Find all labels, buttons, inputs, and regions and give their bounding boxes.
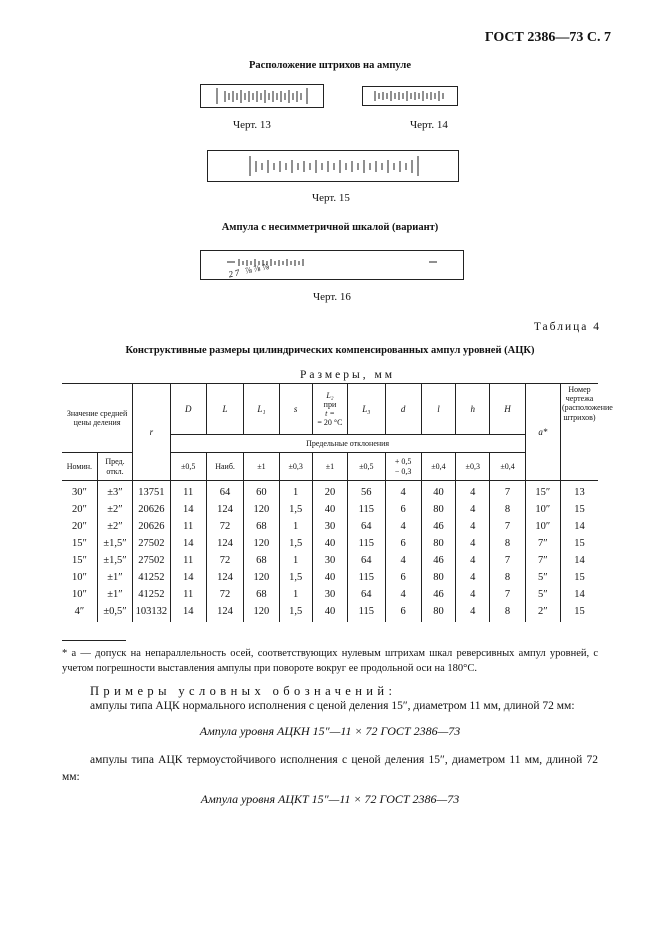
table-cell: 30 [312, 552, 347, 569]
header-nominal: Номин. [62, 453, 97, 481]
example-1-text: ампулы типа АЦК нормального исполнения с ценой деления 15″, диаметром 11 мм, длиной 72 мм: [90, 700, 575, 712]
table-cell: 40 [312, 501, 347, 518]
table-cell: 120 [244, 569, 279, 586]
table-cell: 20 [312, 481, 347, 502]
table-cell: 11 [170, 586, 206, 603]
table-cell: 14 [561, 518, 599, 535]
table-cell: 1,5 [279, 569, 312, 586]
table-cell: 27502 [133, 535, 170, 552]
page-header: ГОСТ 2386—73 С. 7 [484, 30, 611, 45]
figure-16-scale-digits: 27 ⅞⅞⅞ [227, 260, 273, 280]
header-L1: L₁ [244, 384, 279, 435]
table-cell: 7 [490, 552, 525, 569]
table-cell: 30 [312, 586, 347, 603]
table-row [62, 481, 598, 502]
table-cell: 64 [206, 481, 243, 502]
table-cell: 15 [561, 569, 599, 586]
table-row [62, 535, 598, 552]
table-row [62, 518, 598, 535]
table-cell: 14 [561, 552, 599, 569]
table-cell: 68 [244, 518, 279, 535]
tol-h: ±0,3 [456, 453, 490, 481]
table-label: Таблица 4 [533, 321, 601, 333]
table-cell: 4 [385, 586, 421, 603]
table-cell: 120 [244, 603, 279, 622]
table-cell: 14 [170, 501, 206, 518]
table-cell: 120 [244, 501, 279, 518]
table-cell: 46 [421, 586, 455, 603]
table-cell: 20″ [62, 518, 97, 535]
table-cell: 1,5 [279, 501, 312, 518]
ampule-figure-13 [200, 84, 324, 108]
table-cell: 1 [279, 552, 312, 569]
header-a: a* [525, 384, 560, 481]
table-cell: 64 [348, 586, 385, 603]
table-cell: 80 [421, 569, 455, 586]
tol-L2: ±1 [312, 453, 347, 481]
table-cell: ±2″ [97, 518, 132, 535]
table-cell: ±1″ [97, 569, 132, 586]
example-1-designation: Ампула уровня АЦКН 15″—11 × 72 ГОСТ 2386—73 [199, 724, 461, 738]
caption-figure-13: Черт. 13 [233, 119, 271, 131]
header-L3: L₃ [348, 384, 385, 435]
section-title-stroke-layout: Расположение штрихов на ампуле [249, 60, 411, 71]
table-cell: 4 [456, 586, 490, 603]
table-cell: ±3″ [97, 481, 132, 502]
table-row [62, 552, 598, 569]
table-cell: 4 [385, 552, 421, 569]
header-d: d [385, 384, 421, 435]
sizes-label: Размеры, мм [300, 369, 396, 381]
table-cell: 4 [456, 552, 490, 569]
table-cell: 4 [385, 518, 421, 535]
footnote-divider [62, 640, 126, 641]
table-cell: 103132 [133, 603, 170, 622]
table-cell: 15 [561, 535, 599, 552]
table-cell: ±1,5″ [97, 552, 132, 569]
table-cell: 120 [244, 535, 279, 552]
table-cell: 8 [490, 501, 525, 518]
table-cell: 6 [385, 535, 421, 552]
header-h: h [456, 384, 490, 435]
table-cell: 20″ [62, 501, 97, 518]
table-cell: 20626 [133, 518, 170, 535]
table-cell: 15″ [62, 535, 97, 552]
header-s: s [279, 384, 312, 435]
table-cell: 15″ [62, 552, 97, 569]
table-cell: 41252 [133, 569, 170, 586]
table-cell: 30 [312, 518, 347, 535]
table-cell: 68 [244, 586, 279, 603]
table-cell: 1 [279, 586, 312, 603]
table-cell: 2″ [525, 603, 560, 622]
dimensions-table [62, 383, 613, 622]
caption-figure-16: Черт. 16 [313, 291, 351, 303]
table-cell: 4 [456, 518, 490, 535]
table-cell: 40 [312, 569, 347, 586]
caption-figure-14: Черт. 14 [410, 119, 448, 131]
table-cell: 124 [206, 535, 243, 552]
table-cell: 4 [456, 481, 490, 502]
table-cell: 6 [385, 569, 421, 586]
table-cell: 72 [206, 586, 243, 603]
header-r: r [133, 384, 170, 481]
table-cell: 124 [206, 569, 243, 586]
table-row [62, 569, 598, 586]
table-title: Конструктивные размеры цилиндрических компенсированных ампул уровней (АЦК) [125, 345, 535, 356]
example-2-designation: Ампула уровня АЦКТ 15″—11 × 72 ГОСТ 2386—73 [200, 792, 460, 806]
table-cell: 1,5 [279, 603, 312, 622]
table-cell: 8 [490, 603, 525, 622]
table-cell: 13751 [133, 481, 170, 502]
footnote: * a — допуск на непараллельность осей, соответствующих нулевым штрихам шкал реверсивных ампул уровней, с учетом погрешности выставления ампулы при повороте вокруг ее продольной оси на 180°С. [62, 648, 598, 675]
table-cell: 5″ [525, 586, 560, 603]
table-cell: 13 [561, 481, 599, 502]
table-cell: 6 [385, 603, 421, 622]
tol-L3: ±0,5 [348, 453, 385, 481]
table-cell: 1,5 [279, 535, 312, 552]
header-mean-division-value: Значение средней цены деления [62, 384, 133, 453]
table-row [62, 603, 598, 622]
table-cell: 11 [170, 481, 206, 502]
tol-d: + 0,5 − 0,3 [385, 453, 421, 481]
table-cell: 115 [348, 535, 385, 552]
example-2-text: ампулы типа АЦК термоустойчивого исполнения с ценой деления 15″, диаметром 11 мм, длиной 72 мм: [62, 754, 598, 783]
tol-s: ±0,3 [279, 453, 312, 481]
table-cell: 4 [456, 569, 490, 586]
table-cell: ±0,5″ [97, 603, 132, 622]
table-cell: 56 [348, 481, 385, 502]
header-drawing-number: Номер чертежа (расположение штрихов) [561, 384, 599, 481]
table-cell: ±2″ [97, 501, 132, 518]
section-title-asymmetric-scale: Ампула с несимметричной шкалой (вариант) [221, 222, 439, 233]
table-cell: 5″ [525, 569, 560, 586]
table-cell: 14 [170, 569, 206, 586]
table-cell: 7 [490, 481, 525, 502]
table-cell: 15 [561, 603, 599, 622]
header-H: H [490, 384, 525, 435]
table-cell: 1 [279, 481, 312, 502]
table-cell: 4 [456, 603, 490, 622]
table-cell: 8 [490, 569, 525, 586]
table-cell: 115 [348, 569, 385, 586]
tol-l: ±0,4 [421, 453, 455, 481]
table-cell: 46 [421, 518, 455, 535]
table-row [62, 501, 598, 518]
table-cell: 8 [490, 535, 525, 552]
table-cell: 60 [244, 481, 279, 502]
table-cell: 64 [348, 518, 385, 535]
table-cell: 14 [170, 535, 206, 552]
table-cell: 30″ [62, 481, 97, 502]
table-cell: 124 [206, 501, 243, 518]
table-cell: ±1″ [97, 586, 132, 603]
ampule-figure-14 [362, 86, 458, 106]
table-cell: 4 [385, 481, 421, 502]
table-cell: 64 [348, 552, 385, 569]
header-D: D [170, 384, 206, 435]
table-cell: 4 [456, 535, 490, 552]
table-cell: 10″ [525, 518, 560, 535]
table-cell: 11 [170, 518, 206, 535]
tol-L1: ±1 [244, 453, 279, 481]
table-cell: 14 [561, 586, 599, 603]
table-cell: 11 [170, 552, 206, 569]
table-cell: 72 [206, 518, 243, 535]
table-cell: 10″ [62, 586, 97, 603]
header-L2: L₂ при t = = 20 °C [312, 384, 347, 435]
table-cell: 27502 [133, 552, 170, 569]
table-cell: 1 [279, 518, 312, 535]
table-cell: 80 [421, 535, 455, 552]
table-cell: 68 [244, 552, 279, 569]
table-cell: 10″ [62, 569, 97, 586]
examples-heading: Примеры условных обозначений: [90, 684, 397, 698]
table-cell: 41252 [133, 586, 170, 603]
table-cell: 15 [561, 501, 599, 518]
table-cell: 14 [170, 603, 206, 622]
table-cell: 15″ [525, 481, 560, 502]
table-cell: 124 [206, 603, 243, 622]
table-cell: 7″ [525, 535, 560, 552]
table-cell: 40 [421, 481, 455, 502]
table-cell: 7 [490, 518, 525, 535]
header-deviations: Предельные отклонения [170, 435, 525, 453]
tol-H: ±0,4 [490, 453, 525, 481]
table-cell: 4 [456, 501, 490, 518]
table-row [62, 586, 598, 603]
table-body [62, 481, 598, 623]
ampule-figure-15 [207, 150, 459, 182]
header-l: l [421, 384, 455, 435]
table-cell: 4″ [62, 603, 97, 622]
table-cell: 80 [421, 603, 455, 622]
table-cell: 10″ [525, 501, 560, 518]
table-cell: 6 [385, 501, 421, 518]
table-cell: 115 [348, 501, 385, 518]
table-cell: 40 [312, 535, 347, 552]
table-cell: 7 [490, 586, 525, 603]
table-cell: 46 [421, 552, 455, 569]
table-cell: 20626 [133, 501, 170, 518]
header-L: L [206, 384, 243, 435]
table-cell: 7″ [525, 552, 560, 569]
table-cell: 80 [421, 501, 455, 518]
table-cell: 40 [312, 603, 347, 622]
table-cell: 72 [206, 552, 243, 569]
table-cell: ±1,5″ [97, 535, 132, 552]
tol-D: ±0,5 [170, 453, 206, 481]
header-tolerance: Пред. откл. [97, 453, 132, 481]
table-cell: 115 [348, 603, 385, 622]
caption-figure-15: Черт. 15 [312, 192, 350, 204]
tol-L: Наиб. [206, 453, 243, 481]
